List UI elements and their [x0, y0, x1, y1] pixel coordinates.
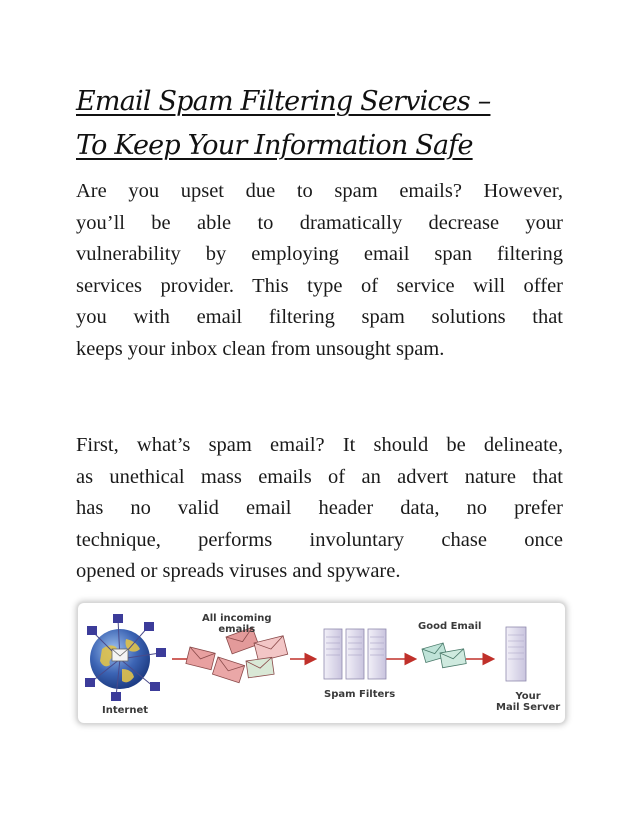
paragraph-line: keeps your inbox clean from unsought spam.	[76, 337, 445, 360]
title-line-1: Email Spam Filtering Services –	[76, 86, 491, 117]
internet-globe-icon	[85, 614, 166, 701]
paragraph-line: vulnerability by employing email span filtering	[76, 243, 563, 265]
paragraph-line: has no valid email header data, no prefer	[76, 497, 563, 519]
paragraph-line: Are you upset due to spam emails? However,	[76, 180, 563, 202]
label-line: All incoming	[202, 613, 272, 624]
paragraph-line: you with email filtering spam solutions that	[76, 306, 563, 328]
spam-filter-server-icon	[324, 629, 386, 679]
good-email-envelope-icon	[422, 643, 466, 668]
label-internet: Internet	[102, 705, 149, 716]
label-line: Your	[515, 691, 541, 702]
paragraph-line: First, what’s spam email? It should be delineate,	[76, 434, 563, 456]
label-all-incoming	[202, 613, 272, 635]
paragraph-intro	[76, 176, 563, 365]
paragraph-line: services provider. This type of service will offer	[76, 274, 563, 297]
label-line: emails	[218, 624, 256, 635]
paragraph-line: you’ll be able to dramatically decrease your	[76, 211, 563, 234]
label-spam-filters: Spam Filters	[324, 689, 396, 700]
label-good-email: Good Email	[418, 621, 482, 632]
paragraph-definition	[76, 430, 563, 588]
paragraph-line: as unethical mass emails of an advert nature that	[76, 465, 563, 488]
document-title	[76, 80, 576, 168]
paragraph-line: technique, performs involuntary chase once	[76, 528, 563, 551]
spam-filter-diagram	[78, 603, 565, 723]
paragraph-line: opened or spreads viruses and spyware.	[76, 560, 401, 582]
label-mail-server	[496, 691, 560, 713]
mail-server-icon	[506, 627, 526, 681]
diagram-graphic	[78, 603, 565, 723]
label-line: Mail Server	[496, 702, 561, 713]
title-line-2: To Keep Your Information Safe	[76, 130, 473, 161]
spam-envelope-icon	[186, 627, 288, 682]
